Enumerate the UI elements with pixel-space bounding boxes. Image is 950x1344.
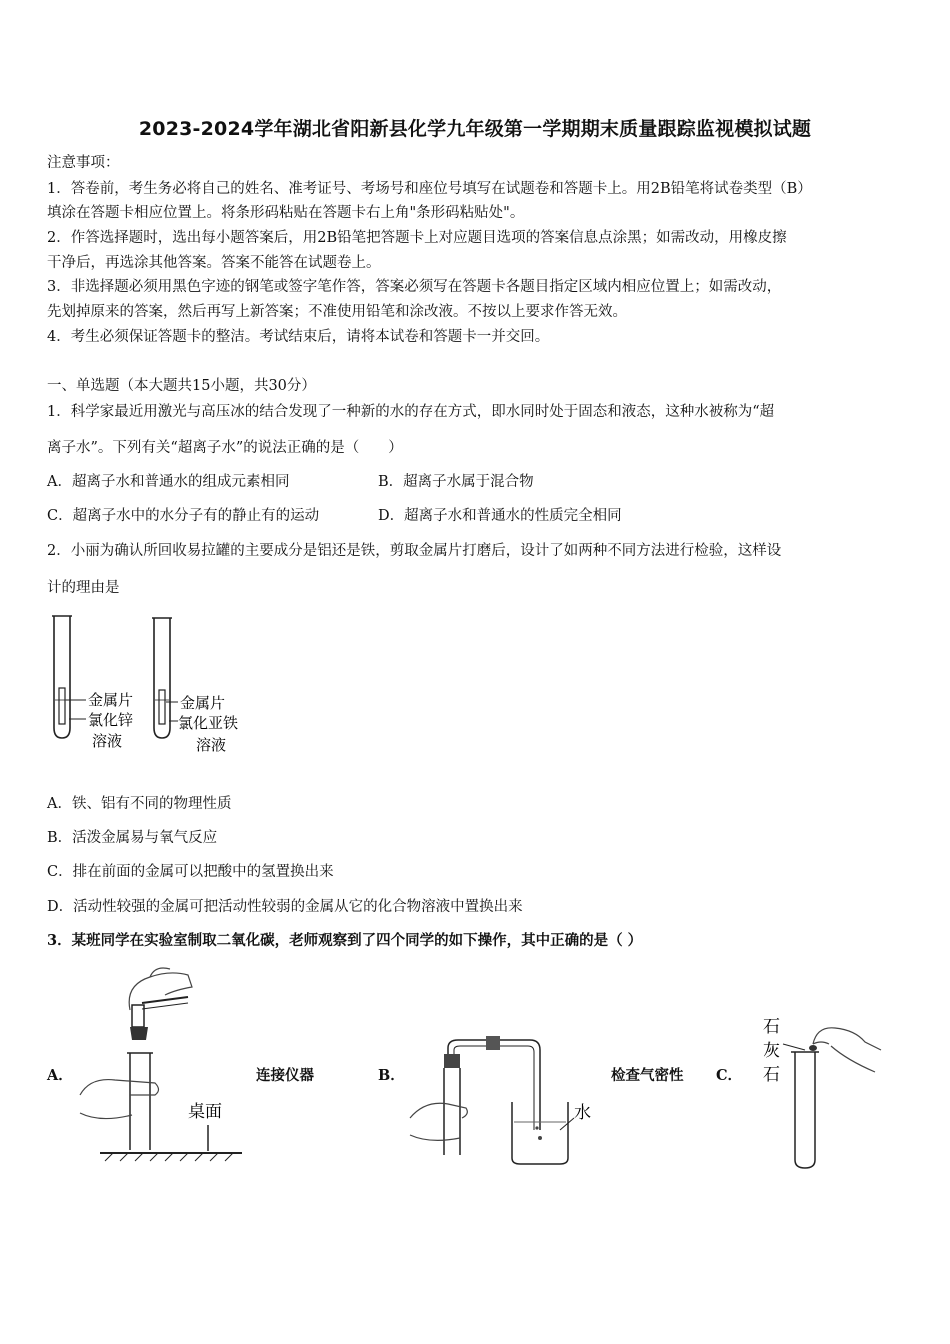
water-label: 水 (574, 1103, 591, 1123)
limestone-label-2: 灰 (763, 1041, 780, 1061)
notice-line: 4．考生必须保证答题卡的整洁。考试结束后，请将本试卷和答题卡一并交回。 (47, 329, 550, 345)
page-title: 2023-2024学年湖北省阳新县化学九年级第一学期期末质量跟踪监视模拟试题 (138, 118, 812, 140)
q3-figure-b (400, 1030, 600, 1170)
notice-line: 干净后，再选涂其他答案。答案不能答在试题卷上。 (47, 255, 381, 271)
tube1-label-metal: 金属片 (88, 691, 134, 709)
q3-option-b-caption: 检查气密性 (611, 1067, 684, 1084)
q1-option-c: C．超离子水中的水分子有的静止有的运动 (47, 508, 320, 524)
notice-line: 2．作答选择题时，选出每小题答案后，用2B铅笔把答题卡上对应题目选项的答案信息点涂黑；如需改动，用橡皮擦 (47, 230, 787, 246)
tube2-label-solution: 氯化亚铁 (178, 714, 239, 732)
notice-line: 1．答卷前，考生务必将自己的姓名、准考证号、考场号和座位号填写在试题卷和答题卡上。用2B铅笔将试卷类型（B） (47, 181, 812, 197)
q3-figure-c (755, 1010, 895, 1170)
test-tube-1 (52, 616, 86, 738)
hand-icon (813, 1028, 881, 1072)
notice-heading: 注意事项： (47, 155, 120, 171)
q1-option-a: A．超离子水和普通水的组成元素相同 (47, 474, 290, 490)
q1-option-d: D．超离子水和普通水的性质完全相同 (378, 508, 622, 524)
q2-stem: 计的理由是 (47, 580, 120, 596)
tube2-label-solution-2: 溶液 (196, 736, 227, 754)
test-tube (791, 1052, 819, 1168)
q3-option-a-letter: A． (47, 1067, 73, 1084)
hand-bottom-icon (80, 1080, 159, 1119)
q2-option-b: B．活泼金属易与氧气反应 (47, 830, 218, 846)
q1-option-b: B．超离子水属于混合物 (378, 474, 534, 490)
test-tube (127, 1053, 153, 1150)
hand-icon (410, 1103, 467, 1140)
q1-stem: 1．科学家最近用激光与高压冰的结合发现了一种新的水的存在方式，即水同时处于固态和液态，这种水被称为“超 (47, 404, 775, 420)
limestone-label-1: 石 (763, 1017, 780, 1037)
q2-stem: 2．小丽为确认所回收易拉罐的主要成分是铝还是铁，剪取金属片打磨后，设计了如两种不同方法进行检验，这样设 (47, 543, 782, 559)
tube1-label-solution-2: 溶液 (92, 732, 123, 750)
q2-test-tube-figure (40, 608, 260, 768)
q3-figure-a (70, 965, 250, 1165)
notice-line: 填涂在答题卡相应位置上。将条形码粘贴在答题卡右上角"条形码粘贴处"。 (47, 205, 525, 221)
q2-option-c: C．排在前面的金属可以把酸中的氢置换出来 (47, 864, 334, 880)
q2-option-a: A．铁、铝有不同的物理性质 (47, 796, 232, 812)
q3-option-c-letter: C． (716, 1067, 743, 1084)
section-heading: 一、单选题（本大题共15小题，共30分） (47, 378, 316, 394)
q2-option-d: D．活动性较强的金属可把活动性较弱的金属从它的化合物溶液中置换出来 (47, 899, 523, 915)
test-tube (444, 1068, 460, 1155)
notice-line: 3．非选择题必须用黑色字迹的钢笔或签字笔作答，答案必须写在答题卡各题目指定区域内相应位置上；如需改动， (47, 279, 782, 295)
notice-line: 先划掉原来的答案，然后再写上新答案；不准使用铅笔和涂改液。不按以上要求作答无效。 (47, 304, 627, 320)
tube1-label-solution: 氯化锌 (88, 711, 134, 729)
desk-label: 桌面 (188, 1102, 222, 1122)
q1-stem: 离子水”。下列有关“超离子水”的说法正确的是（ ） (47, 440, 403, 456)
limestone-label-3: 石 (763, 1065, 780, 1085)
q3-option-a-caption: 连接仪器 (256, 1067, 314, 1084)
q3-stem: 3．某班同学在实验室制取二氧化碳，老师观察到了四个同学的如下操作，其中正确的是（ ） (47, 932, 643, 949)
test-tube-2 (152, 618, 178, 738)
tube2-label-metal: 金属片 (180, 694, 226, 712)
q3-option-b-letter: B． (378, 1067, 405, 1084)
